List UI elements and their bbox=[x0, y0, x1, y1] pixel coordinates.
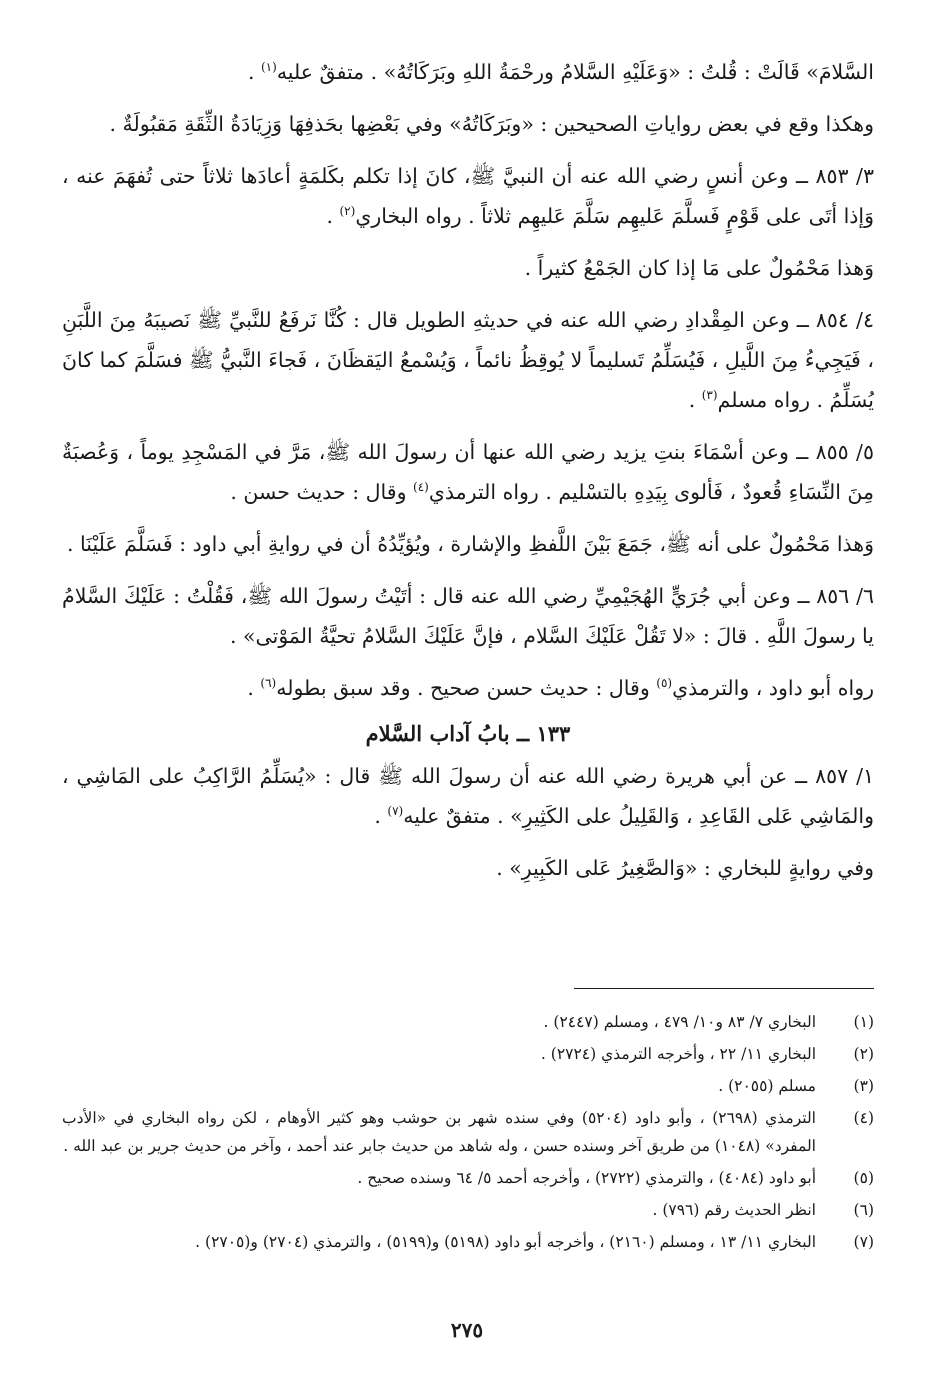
footnote-marker: (٧) bbox=[387, 804, 404, 819]
footnotes bbox=[62, 1008, 874, 1260]
paragraph-1: السَّلامَ» قَالَتْ : قُلتُ : «وَعَلَيْهِ السَّلامُ ورحْمَةُ اللهِ وبَرَكَاتُهُ» . متفقٌ عليه$^{(١)}$ . bbox=[247, 60, 874, 84]
hadith-853: ٣/ ٨٥٣ ــ وعن أنسٍ رضي الله عنه أن النبيَّ ﷺ، كانَ إذا تكلم بكَلمَةٍ أعادَها ثلاثاً حتى تُفهَمَ عنه ، وَإذا أتَى على قَوْمٍ فَسلَّمَ عَليهِم سَلَّمَ عَليهِم ثلاثاً . رواه البخاري$^{(٢)}$ . bbox=[62, 164, 874, 228]
paragraph-source-856: رواه أبو داود ، والترمذي$^{(٥)}$ وقال : حديث حسن صحيح . وقد سبق بطوله$^{(٦)}$ . bbox=[247, 676, 874, 700]
footnote-marker: (٣) bbox=[701, 388, 718, 403]
hadith-856: ٦/ ٨٥٦ ــ وعن أبي جُرَيٍّ الهُجَيْمِيِّ رضي الله عنه قال : أتَيْتُ رسولَ الله ﷺ، فَقُلْتُ : عَلَيْكَ السَّلامُ يا رسولَ اللَّهِ . قالَ : «لا تَقُلْ عَلَيْكَ السَّلام ، فإنَّ عَلَيْكَ السَّلامُ تحيَّةُ المَوْتى» . bbox=[62, 584, 874, 648]
footnote-7: (٧) البخاري ١١/ ١٣ ، ومسلم (٢١٦٠) ، وأخرجه أبو داود (٥١٩٨) و(٥١٩٩) ، والترمذي (٢٧٠٤) و(٢٧٠٥) . bbox=[195, 1233, 874, 1251]
footnote-marker: (٥) bbox=[656, 676, 673, 691]
paragraph-bukhari-variant: وفي روايةٍ للبخاري : «وَالصَّغِيرُ عَلى الكَبِيرِ» . bbox=[496, 856, 874, 880]
footnote-marker: (٢) bbox=[339, 204, 356, 219]
page-number: ٢٧٥ bbox=[450, 1318, 484, 1342]
footnote-marker: (٦) bbox=[260, 676, 277, 691]
footnote-marker: (٤) bbox=[413, 480, 429, 495]
footnote-6: (٦) انظر الحديث رقم (٧٩٦) . bbox=[652, 1201, 874, 1219]
footnote-1: (١) البخاري ٧/ ٨٣ و١٠/ ٤٧٩ ، ومسلم (٢٤٤٧) . bbox=[543, 1013, 874, 1031]
hadith-857: ١/ ٨٥٧ ــ عن أبي هريرة رضي الله عنه أن رسولَ الله ﷺ قال : «يُسَلِّمُ الرَّاكِبُ على المَاشِي ، والمَاشِي عَلى القَاعِدِ ، وَالقَلِيلُ على الكَثِيرِ» . متفقٌ عليه$^{(٧)}$ . bbox=[62, 764, 875, 828]
paragraph-comment-855: وَهذا مَحْمُولٌ على أنه ﷺ، جَمَعَ بَيْنَ اللَّفظِ والإشارة ، ويُؤيِّدُهُ أن في روايةِ أبي داود : فَسَلَّمَ عَلَيْنَا . bbox=[66, 532, 874, 556]
hadith-854: ٤/ ٨٥٤ ــ وعن المِقْدادِ رضي الله عنه في حديثهِ الطويل قال : كُنَّا نَرفَعُ للنَّبيِّ ﷺ نَصيبَهُ مِنَ اللَّبَنِ ، فَيَجِيءُ مِنَ اللَّيلِ ، فَيُسَلِّمُ تَسليماً لا يُوقِظُ نائماً ، وَيُسْمعُ اليَقظَانَ ، فَجاءَ النَّبيُّ ﷺ فسَلَّمَ كما كانَ يُسَلِّمُ . رواه مسلم$^{(٣)}$ . bbox=[62, 308, 874, 412]
footnote-divider bbox=[574, 988, 874, 989]
footnote-3: (٣) مسلم (٢٠٥٥) . bbox=[718, 1077, 874, 1095]
hadith-855: ٥/ ٨٥٥ ــ وعن أسْمَاءَ بنتِ يزيد رضي الله عنها أن رسولَ الله ﷺ، مَرَّ في المَسْجِدِ يوماً ، وَعُصبَةٌ مِنَ النِّسَاءِ قُعودٌ ، فَألوى بِيَدِهِ بالتسْليم . رواه الترمذي$^{(٤)}$ وقال : حديث حسن . bbox=[62, 440, 874, 504]
main-text bbox=[62, 52, 874, 888]
footnote-2: (٢) البخاري ١١/ ٢٢ ، وأخرجه الترمذي (٢٧٢٤) . bbox=[540, 1045, 874, 1063]
footnote-5: (٥) أبو داود (٤٠٨٤) ، والترمذي (٢٧٢٢) ، وأخرجه أحمد ٥/ ٦٤ وسنده صحيح . bbox=[357, 1169, 874, 1187]
footnote-marker: (١) bbox=[260, 60, 277, 75]
footnote-4: (٤) الترمذي (٢٦٩٨) ، وأبو داود (٥٢٠٤) وفي سنده شهر بن حوشب وهو كثير الأوهام ، لكن رواه البخاري في «الأدب المفرد» (١٠٤٨) من طريق آخر وسنده حسن ، وله شاهد من حديث جابر عند أحمد ، وآخر من حديث جرير بن عبد الله . bbox=[62, 1109, 874, 1155]
paragraph-comment-853: وَهذا مَحْمُولٌ على مَا إذا كان الجَمْعُ كثيراً . bbox=[524, 256, 874, 280]
paragraph-2: وهكذا وقع في بعض رواياتِ الصحيحين : «وبَرَكَاتُهُ» وفي بَعْضِها بحَذفِهَا وَزِيَادَةُ الثِّقَةِ مَقبُولَةٌ . bbox=[109, 112, 874, 136]
chapter-heading: ١٣٣ ــ بابُ آداب السَّلام bbox=[365, 721, 571, 746]
